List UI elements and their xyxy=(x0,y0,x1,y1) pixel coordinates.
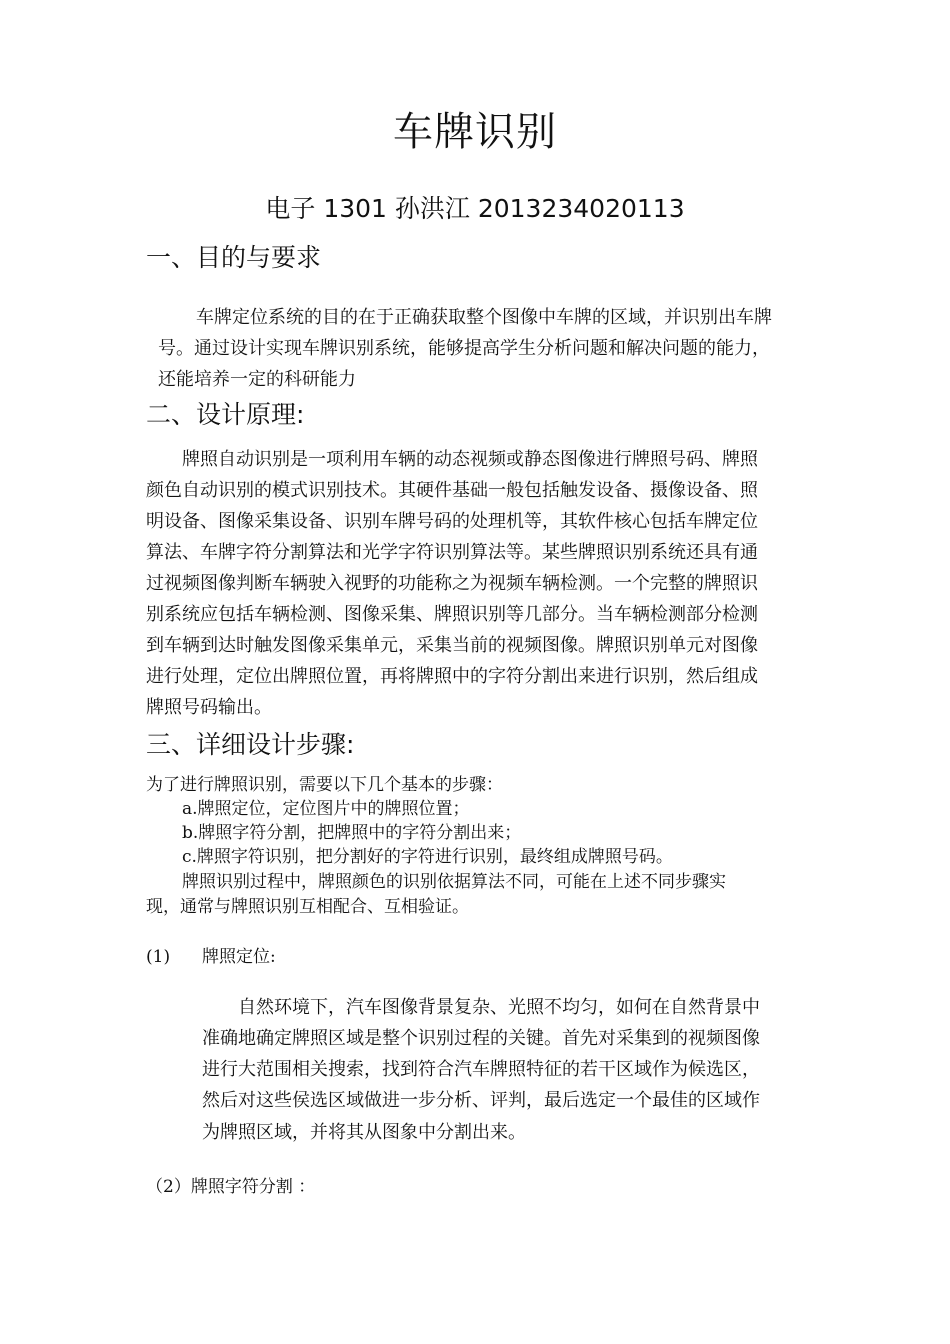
author-line: 电子 1301 孙洪江 2013234020113 xyxy=(265,194,685,223)
s3-step-a: a.牌照定位，定位图片中的牌照位置； xyxy=(182,799,470,819)
s1-line-2: 号。通过设计实现车牌识别系统，能够提高学生分析问题和解决问题的能力， xyxy=(158,338,770,359)
sub1-line-3: 进行大范围相关搜索，找到符合汽车牌照特征的若干区域作为候选区， xyxy=(202,1059,760,1080)
sub2-label: （2）牌照字符分割 ： xyxy=(146,1177,316,1197)
sub1-number: (1) xyxy=(146,947,171,967)
s2-line-6: 别系统应包括车辆检测、图像采集、牌照识别等几部分。当车辆检测部分检测 xyxy=(146,604,758,625)
s3-note-line-1: 牌照识别过程中，牌照颜色的识别依据算法不同，可能在上述不同步骤实 xyxy=(182,872,726,892)
s2-line-7: 到车辆到达时触发图像采集单元，采集当前的视频图像。牌照识别单元对图像 xyxy=(146,635,758,656)
s2-line-2: 颜色自动识别的模式识别技术。其硬件基础一般包括触发设备、摄像设备、照 xyxy=(146,480,758,501)
section-1-heading: 一、目的与要求 xyxy=(146,243,322,272)
section-2-heading: 二、设计原理: xyxy=(146,400,305,429)
sub1-label: 牌照定位: xyxy=(202,947,276,967)
sub1-line-4: 然后对这些侯选区域做进一步分析、评判，最后选定一个最佳的区域作 xyxy=(202,1090,760,1111)
s3-intro: 为了进行牌照识别，需要以下几个基本的步骤： xyxy=(146,775,503,795)
s2-line-5: 过视频图像判断车辆驶入视野的功能称之为视频车辆检测。一个完整的牌照识 xyxy=(146,573,758,594)
s2-line-1: 牌照自动识别是一项利用车辆的动态视频或静态图像进行牌照号码、牌照 xyxy=(182,449,758,470)
sub1-line-1: 自然环境下，汽车图像背景复杂、光照不均匀，如何在自然背景中 xyxy=(238,997,760,1018)
sub1-line-5: 为牌照区域，并将其从图象中分割出来。 xyxy=(202,1122,526,1143)
s2-line-3: 明设备、图像采集设备、识别车牌号码的处理机等，其软件核心包括车牌定位 xyxy=(146,511,758,532)
section-3-heading: 三、详细设计步骤: xyxy=(146,730,355,759)
s3-step-c: c.牌照字符识别，把分割好的字符进行识别，最终组成牌照号码。 xyxy=(182,847,673,867)
s2-line-9: 牌照号码输出。 xyxy=(146,697,272,718)
s3-step-b: b.牌照字符分割，把牌照中的字符分割出来； xyxy=(182,823,522,843)
document-title: 车牌识别 xyxy=(393,109,557,155)
s2-line-8: 进行处理，定位出牌照位置，再将牌照中的字符分割出来进行识别，然后组成 xyxy=(146,666,758,687)
s1-line-1: 车牌定位系统的目的在于正确获取整个图像中车牌的区域，并识别出车牌 xyxy=(196,307,772,328)
s3-note-line-2: 现，通常与牌照识别互相配合、互相验证。 xyxy=(146,897,469,917)
s1-line-3: 还能培养一定的科研能力 xyxy=(158,369,356,390)
sub1-line-2: 准确地确定牌照区域是整个识别过程的关键。首先对采集到的视频图像 xyxy=(202,1028,760,1049)
s2-line-4: 算法、车牌字符分割算法和光学字符识别算法等。某些牌照识别系统还具有通 xyxy=(146,542,758,563)
